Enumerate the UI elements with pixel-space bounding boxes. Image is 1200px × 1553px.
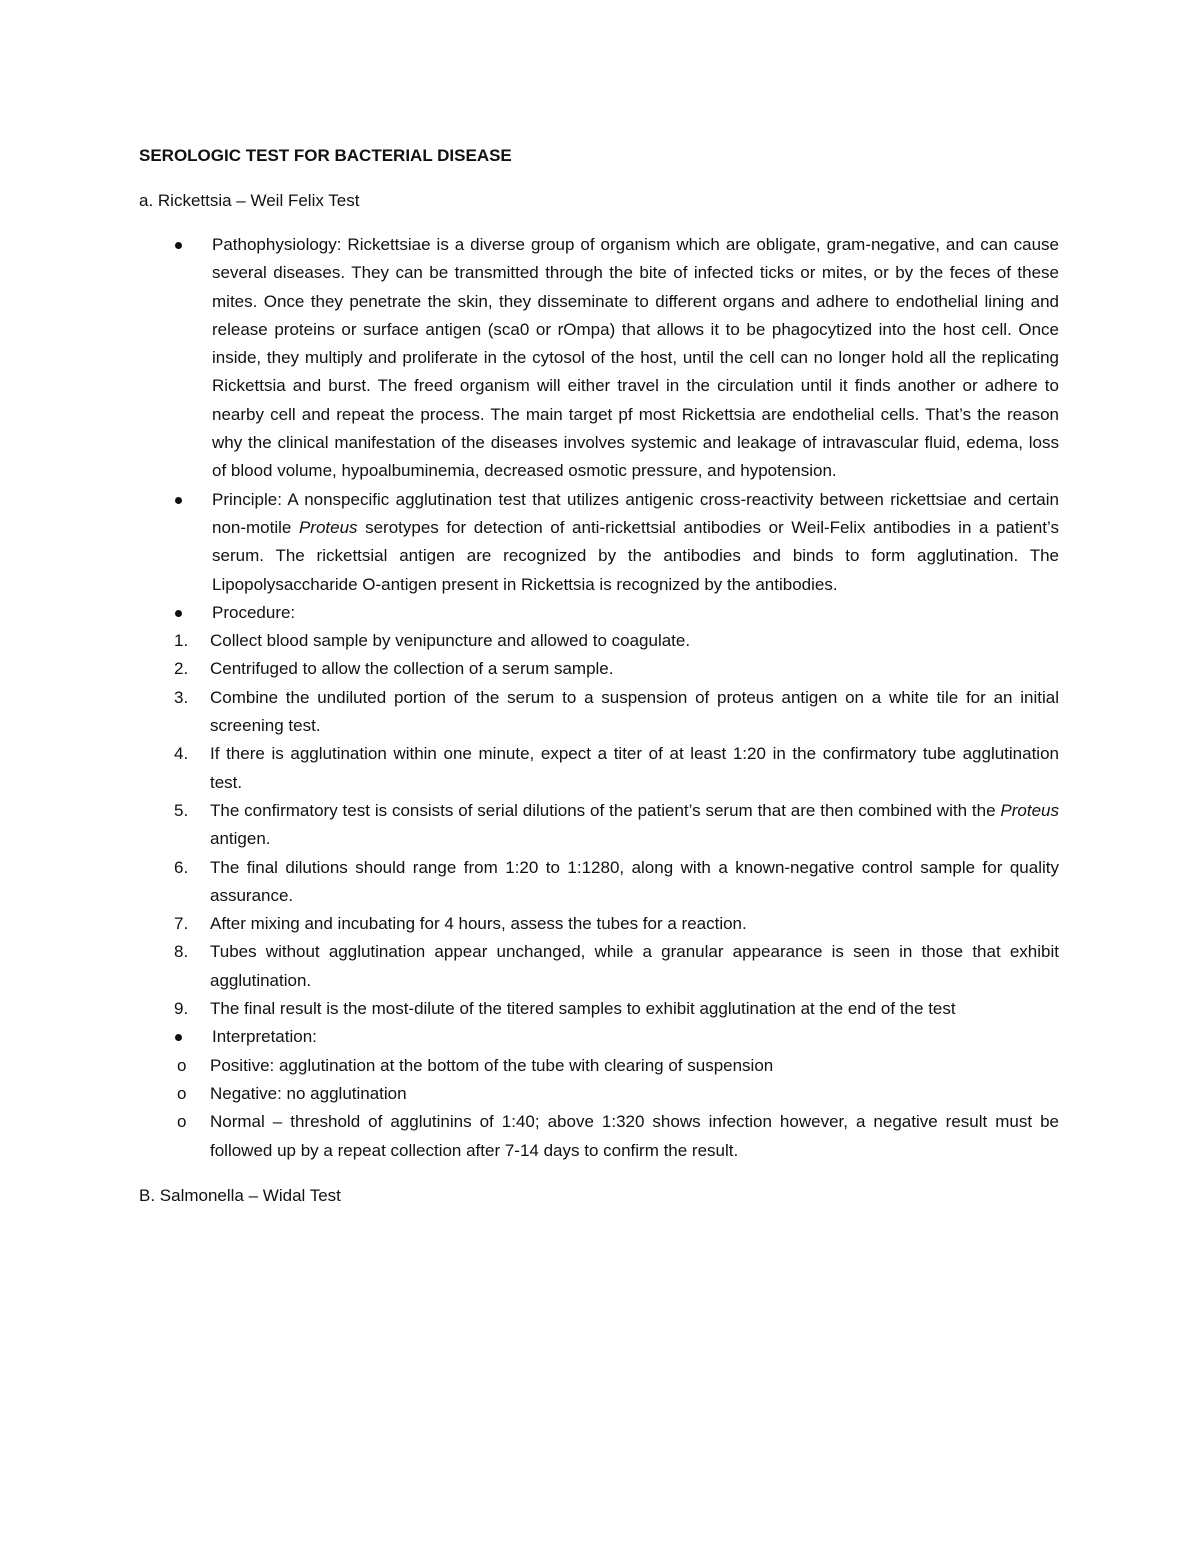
step-number: 2. [174,659,189,679]
step-number: 8. [174,942,189,962]
step-number: 5. [174,800,189,820]
step-number: 4. [174,744,189,764]
step-text-end: antigen. [210,829,271,849]
step-text: The confirmatory test is consists of serial dilutions of the patient’s serum that are then combined with the [210,800,1001,820]
principle-italic: Proteus [298,517,358,537]
list-item [139,684,1059,741]
step-text: After mixing and incubating for 4 hours, assess the tubes for a reaction. [210,914,747,934]
list-item [139,910,1059,938]
step-number: 6. [174,857,189,877]
interpretation-text: Negative: no agglutination [210,1083,407,1103]
main-bullet-list [139,231,1059,1165]
interpretation-text: Positive: agglutination at the bottom of the tube with clearing of suspension [210,1055,774,1075]
bullet-dot-icon [175,610,182,617]
circle-bullet-icon: o [177,1055,187,1075]
circle-bullet-icon: o [177,1112,187,1132]
pathophysiology-text: Pathophysiology: Rickettsiae is a diverse group of organism which are obligate, gram-negative, and can cause several diseases. They can be transmitted through the bite of infected ticks or mites, or by the feces of these mites. Once they penetrate the skin, they disseminate to different organs and adhere to endothelial lining and release proteins or surface antigen (sca0 or rOmpa) that allows it to be phagocytized into the host cell. Once inside, they multiply and proliferate in the cytosol of the host, until the cell can no longer hold all the replicating Rickettsia and burst. The freed organism will either travel in the circulation until it finds another or adhere to nearby cell and repeat the process. The main target pf most Rickettsia are endothelial cells. That’s the reason why the clinical manifestation of the diseases involves systemic and leakage of intravascular fluid, edema, loss of blood volume, hypoalbuminemia, decreased osmotic pressure, and hypotension. [212,235,1059,481]
list-item [139,995,1059,1023]
list-item [139,1108,1059,1165]
principle-text-1: Principle: A nonspecific agglutination test that utilizes antigenic cross-reactivity between rickettsiae and certain non-motile [212,489,1059,537]
document-title: SEROLOGIC TEST FOR BACTERIAL DISEASE [139,146,512,165]
list-item [139,1080,1059,1108]
step-number: 3. [174,687,189,707]
procedure-label: Procedure: [212,602,296,622]
list-item [139,797,1059,854]
step-number: 7. [174,914,189,934]
interpretation-label: Interpretation: [212,1027,317,1047]
list-item [139,854,1059,911]
section-b-heading: B. Salmonella – Widal Test [139,1185,341,1205]
step-italic: Proteus [1000,800,1059,820]
circle-bullet-icon: o [177,1083,187,1103]
principle-text-2: serotypes for detection of anti-rickettsial antibodies or Weil-Felix antibodies in a patient’s serum. The rickettsial antigen are recognized by the antibodies and binds to form agglutination. The Lipopolysaccharide O-antigen present in Rickettsia is recognized by the antibodies. [212,517,1059,594]
list-item [139,1052,1059,1080]
step-text: Collect blood sample by venipuncture and allowed to coagulate. [210,631,691,651]
bullet-pathophysiology [139,231,1059,486]
interpretation-list [139,1052,1059,1165]
list-item [139,627,1059,655]
procedure-steps [139,627,1059,1023]
bullet-principle [139,486,1059,599]
step-number: 1. [174,631,189,651]
list-item [139,655,1059,683]
bullet-procedure [139,599,1059,1023]
bullet-interpretation [139,1023,1059,1164]
step-number: 9. [174,999,189,1019]
bullet-dot-icon [175,497,182,504]
step-text: Centrifuged to allow the collection of a serum sample. [210,659,614,679]
bullet-dot-icon [175,242,182,249]
step-text: Tubes without agglutination appear unchanged, while a granular appearance is seen in those that exhibit agglutination. [210,942,1059,990]
step-text: The final dilutions should range from 1:20 to 1:1280, along with a known-negative control sample for quality assurance. [210,857,1059,905]
bullet-dot-icon [175,1034,182,1041]
step-text: The final result is the most-dilute of the titered samples to exhibit agglutination at the end of the test [210,999,956,1019]
list-item [139,938,1059,995]
step-text: If there is agglutination within one minute, expect a titer of at least 1:20 in the confirmatory tube agglutination test. [210,744,1059,792]
list-item [139,740,1059,797]
step-text: Combine the undiluted portion of the serum to a suspension of proteus antigen on a white tile for an initial screening test. [210,687,1059,736]
section-a-heading: a. Rickettsia – Weil Felix Test [139,191,360,210]
interpretation-text: Normal – threshold of agglutinins of 1:40; above 1:320 shows infection however, a negative result must be followed up by a repeat collection after 7-14 days to confirm the result. [210,1112,1059,1160]
document-page [139,142,1059,1210]
